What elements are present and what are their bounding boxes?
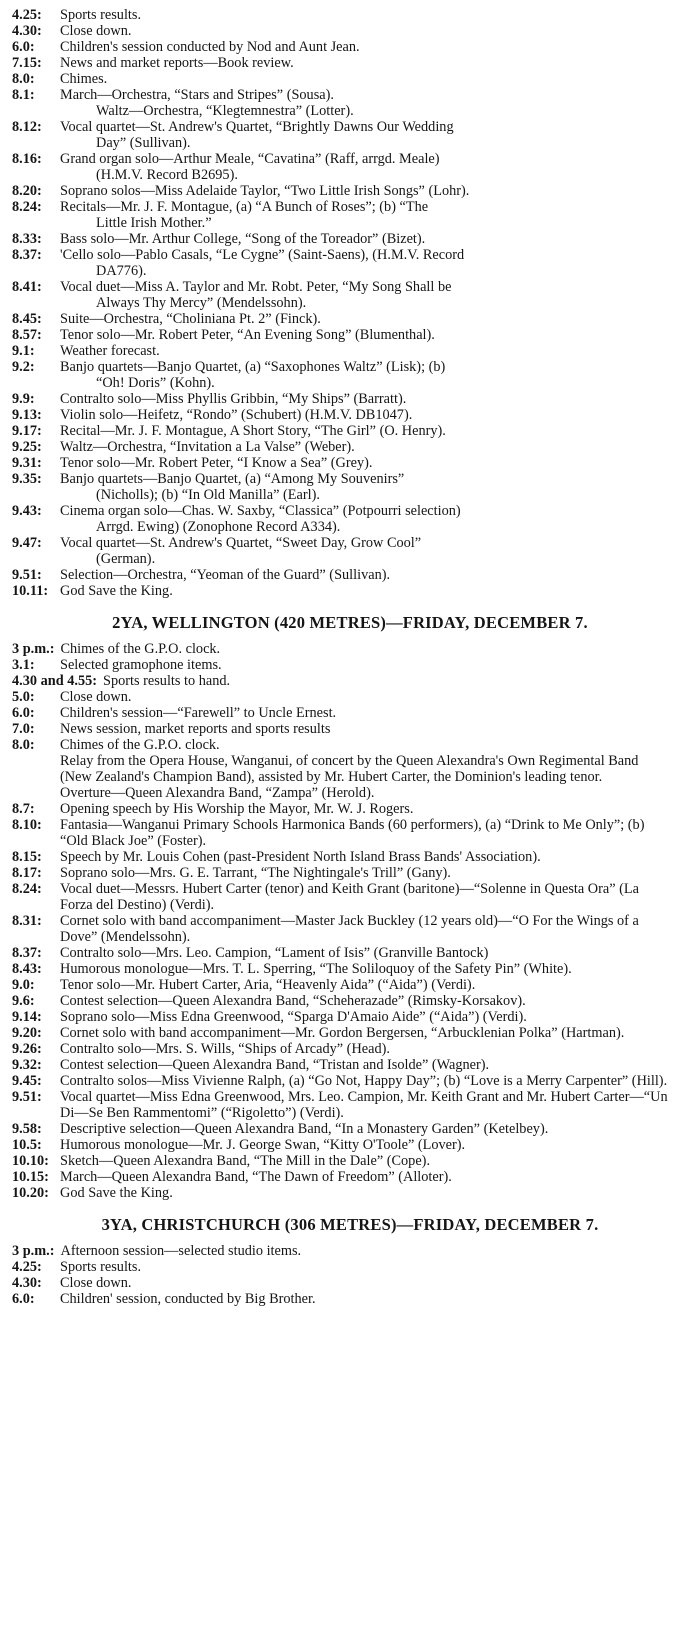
entry-time: 8.43: — [12, 961, 42, 977]
entry-description — [60, 657, 672, 673]
programme-entry — [0, 1169, 700, 1185]
programme-entry — [0, 535, 700, 567]
entry-description — [60, 183, 672, 199]
entry-line: (Nicholls); (b) “In Old Manilla” (Earl). — [96, 487, 320, 503]
entry-time: 8.0: — [12, 737, 35, 753]
entry-line: Contralto solo—Mrs. Leo. Campion, “Lament of Isis” (Granville Bantock) — [60, 945, 489, 961]
entry-description — [60, 423, 672, 439]
entry-description — [60, 1169, 672, 1185]
station-section — [0, 613, 700, 1201]
entry-description — [60, 39, 672, 55]
entry-line: News and market reports—Book review. — [60, 55, 294, 71]
entry-line: Day” (Sullivan). — [96, 135, 191, 151]
entry-line: God Save the King. — [60, 583, 173, 599]
programme-entry — [0, 1121, 700, 1137]
entry-description — [60, 1275, 672, 1291]
entry-line: Selected gramophone items. — [60, 657, 222, 673]
entry-time: 8.7: — [12, 801, 35, 817]
entry-time: 8.1: — [12, 87, 35, 103]
entry-time: 7.15: — [12, 55, 42, 71]
entry-line: Opening speech by His Worship the Mayor, Mr. W. J. Rogers. — [60, 801, 414, 817]
entry-line: Contralto solo—Mrs. S. Wills, “Ships of Arcady” (Head). — [60, 1041, 390, 1057]
entry-line: March—Queen Alexandra Band, “The Dawn of Freedom” (Alloter). — [60, 1169, 452, 1185]
entry-line: Contralto solo—Miss Phyllis Gribbin, “My Ships” (Barratt). — [60, 391, 407, 407]
entry-line: Waltz—Orchestra, “Klegtemnestra” (Lotter). — [96, 103, 354, 119]
programme-entry — [0, 641, 700, 657]
entry-time: 5.0: — [12, 689, 35, 705]
entry-line: Contest selection—Queen Alexandra Band, “Scheherazade” (Rimsky-Korsakov). — [60, 993, 526, 1009]
entry-line: Speech by Mr. Louis Cohen (past-President North Island Brass Bands' Association). — [60, 849, 541, 865]
entry-line: Relay from the Opera House, Wanganui, of concert by the Queen Alexandra's Own Regimental Band (New Zealand's Champion Band), assisted by Mr. Hubert Carter, the Dominion's leading tenor. — [60, 753, 639, 785]
entry-description — [60, 23, 672, 39]
programme-entry — [0, 801, 700, 817]
entry-time: 9.20: — [12, 1025, 42, 1041]
entry-line: Chimes of the G.P.O. clock. — [60, 737, 220, 753]
programme-entry — [0, 993, 700, 1009]
programme-entry — [0, 247, 700, 279]
entry-time: 9.14: — [12, 1009, 42, 1025]
entry-line: Always Thy Mercy” (Mendelssohn). — [96, 295, 307, 311]
programme-entry — [0, 1073, 700, 1089]
programme-entry — [0, 1291, 700, 1307]
entry-line: Afternoon session—selected studio items. — [60, 1243, 302, 1259]
entry-line: Sketch—Queen Alexandra Band, “The Mill in the Dale” (Cope). — [60, 1153, 431, 1169]
entry-time: 8.15: — [12, 849, 42, 865]
programme-entry — [0, 199, 700, 231]
entry-description — [61, 1243, 673, 1259]
entry-line: Tenor solo—Mr. Robert Peter, “I Know a Sea” (Grey). — [60, 455, 373, 471]
entry-time: 8.57: — [12, 327, 42, 343]
programme-entry — [0, 39, 700, 55]
entry-time: 8.12: — [12, 119, 42, 135]
entry-line: March—Orchestra, “Stars and Stripes” (Sousa). — [60, 87, 334, 103]
programme-entry — [0, 119, 700, 151]
entry-line: Chimes of the G.P.O. clock. — [60, 641, 221, 657]
entry-description — [60, 391, 672, 407]
entry-time: 9.17: — [12, 423, 42, 439]
entry-time: 8.37: — [12, 945, 42, 961]
entry-line: Violin solo—Heifetz, “Rondo” (Schubert) (H.M.V. DB1047). — [60, 407, 413, 423]
entry-line: Vocal duet—Miss A. Taylor and Mr. Robt. Peter, “My Song Shall be — [60, 279, 452, 295]
entry-description — [60, 1137, 672, 1153]
entry-time: 9.0: — [12, 977, 35, 993]
programme-entry — [0, 151, 700, 183]
entry-line: Close down. — [60, 1275, 132, 1291]
entry-line: Close down. — [60, 689, 132, 705]
entry-time: 6.0: — [12, 705, 35, 721]
programme-entry — [0, 1243, 700, 1259]
entry-description — [60, 849, 672, 865]
entry-description — [60, 1041, 672, 1057]
entry-line: Arrgd. Ewing) (Zonophone Record A334). — [96, 519, 341, 535]
programme-entry — [0, 1259, 700, 1275]
entry-time: 8.33: — [12, 231, 42, 247]
entry-line: Selection—Orchestra, “Yeoman of the Guard” (Sullivan). — [60, 567, 391, 583]
entry-line: Children' session, conducted by Big Brother. — [60, 1291, 316, 1307]
programme-entry — [0, 455, 700, 471]
entry-description — [60, 55, 672, 71]
programme-entry — [0, 673, 700, 689]
entry-line: Descriptive selection—Queen Alexandra Band, “In a Monastery Garden” (Ketelbey). — [60, 1121, 549, 1137]
entry-time: 8.0: — [12, 71, 35, 87]
programme-entry — [0, 407, 700, 423]
entry-time: 7.0: — [12, 721, 35, 737]
programme-entry — [0, 1153, 700, 1169]
entry-time: 10.5: — [12, 1137, 42, 1153]
entry-line: Overture—Queen Alexandra Band, “Zampa” (Herold). — [60, 785, 375, 801]
entry-description — [60, 1121, 672, 1137]
programme-entry — [0, 961, 700, 977]
programme-entry — [0, 1057, 700, 1073]
entry-line: Soprano solos—Miss Adelaide Taylor, “Two Little Irish Songs” (Lohr). — [60, 183, 470, 199]
programme-entry — [0, 583, 700, 599]
entry-line: DA776). — [96, 263, 147, 279]
entry-time: 9.58: — [12, 1121, 42, 1137]
entry-line: Little Irish Mother.” — [96, 215, 212, 231]
programme-entry — [0, 1041, 700, 1057]
programme-entry — [0, 881, 700, 913]
entry-line: Recital—Mr. J. F. Montague, A Short Story, “The Girl” (O. Henry). — [60, 423, 446, 439]
entry-line: Vocal duet—Messrs. Hubert Carter (tenor) and Keith Grant (baritone)—“Solenne in Questa Ora” (La Forza del Destino) (Verdi). — [60, 881, 639, 913]
station-section — [0, 7, 700, 599]
entry-line: Humorous monologue—Mrs. T. L. Sperring, “The Soliloquoy of the Safety Pin” (White). — [60, 961, 572, 977]
entry-description — [60, 993, 672, 1009]
entry-description — [103, 673, 672, 689]
entry-time: 9.31: — [12, 455, 42, 471]
programme-entry — [0, 359, 700, 391]
entry-time: 9.51: — [12, 567, 42, 583]
entry-description — [60, 913, 672, 945]
entry-time: 9.32: — [12, 1057, 42, 1073]
programme-entry — [0, 849, 700, 865]
entry-description — [60, 455, 672, 471]
entry-description — [60, 311, 672, 327]
entry-line: Suite—Orchestra, “Choliniana Pt. 2” (Finck). — [60, 311, 321, 327]
entry-time: 4.25: — [12, 7, 42, 23]
entry-line: Soprano solo—Miss Edna Greenwood, “Sparga D'Amaio Aide” (“Aida”) (Verdi). — [60, 1009, 527, 1025]
entry-time: 9.25: — [12, 439, 42, 455]
programme-entry — [0, 1089, 700, 1121]
entry-line: (German). — [96, 551, 156, 567]
programme-entry — [0, 1009, 700, 1025]
programme-entry — [0, 23, 700, 39]
entry-line: Vocal quartet—Miss Edna Greenwood, Mrs. Leo. Campion, Mr. Keith Grant and Mr. Hubert Carter—“Un Di—Se Ben Rammentomi” (“Rigoletto”) (Verdi). — [60, 1089, 668, 1121]
entry-description — [60, 945, 672, 961]
entry-time: 8.16: — [12, 151, 42, 167]
entry-description — [60, 961, 672, 977]
entry-time: 4.30: — [12, 1275, 42, 1291]
entry-description — [60, 583, 672, 599]
entry-description — [60, 151, 672, 183]
programme-entry — [0, 279, 700, 311]
entry-description — [60, 1259, 672, 1275]
entry-description — [60, 817, 672, 849]
entry-description — [60, 801, 672, 817]
programme-entry — [0, 657, 700, 673]
entry-time: 8.41: — [12, 279, 42, 295]
entry-time: 9.9: — [12, 391, 35, 407]
entry-time: 4.30 and 4.55: — [12, 673, 97, 689]
entry-description — [60, 721, 672, 737]
entry-description — [60, 199, 672, 231]
entry-description — [60, 737, 672, 801]
programme-entry — [0, 471, 700, 503]
entry-time: 9.1: — [12, 343, 35, 359]
entry-time: 8.37: — [12, 247, 42, 263]
entry-description — [60, 1057, 672, 1073]
programme-entry — [0, 913, 700, 945]
programme-entry — [0, 721, 700, 737]
entry-description — [60, 705, 672, 721]
entry-line: God Save the King. — [60, 1185, 173, 1201]
programme-entry — [0, 391, 700, 407]
entry-line: Soprano solo—Mrs. G. E. Tarrant, “The Nightingale's Trill” (Gany). — [60, 865, 451, 881]
programme-entry — [0, 71, 700, 87]
entry-line: Contralto solos—Miss Vivienne Ralph, (a) “Go Not, Happy Day”; (b) “Love is a Merry Carpenter” (Hill). — [60, 1073, 668, 1089]
programme-entry — [0, 503, 700, 535]
station-section — [0, 1215, 700, 1307]
entry-description — [60, 407, 672, 423]
entry-time: 3 p.m.: — [12, 1243, 55, 1259]
entry-description — [60, 1185, 672, 1201]
entry-time: 9.2: — [12, 359, 35, 375]
entry-line: Cinema organ solo—Chas. W. Saxby, “Classica” (Potpourri selection) — [60, 503, 461, 519]
entry-time: 8.10: — [12, 817, 42, 833]
entry-description — [60, 439, 672, 455]
entry-description — [60, 327, 672, 343]
programme-entry — [0, 7, 700, 23]
entry-description — [60, 7, 672, 23]
entry-description — [60, 343, 672, 359]
entry-line: Contest selection—Queen Alexandra Band, “Tristan and Isolde” (Wagner). — [60, 1057, 490, 1073]
entry-line: Sports results. — [60, 7, 142, 23]
entry-line: Children's session—“Farewell” to Uncle Ernest. — [60, 705, 337, 721]
programme-entry — [0, 55, 700, 71]
entry-line: Fantasia—Wanganui Primary Schools Harmonica Bands (60 performers), (a) “Drink to Me Only”; (b) “Old Black Joe” (Foster). — [60, 817, 645, 849]
programme-entry — [0, 87, 700, 119]
entry-description — [60, 87, 672, 119]
entry-line: Cornet solo with band accompaniment—Master Jack Buckley (12 years old)—“O For the Wings of a Dove” (Mendelssohn). — [60, 913, 639, 945]
entry-time: 3.1: — [12, 657, 35, 673]
entry-time: 3 p.m.: — [12, 641, 55, 657]
entry-time: 8.24: — [12, 881, 42, 897]
entry-line: Recitals—Mr. J. F. Montague, (a) “A Bunch of Roses”; (b) “The — [60, 199, 429, 215]
entry-time: 9.6: — [12, 993, 35, 1009]
entry-description — [60, 881, 672, 913]
entry-time: 9.47: — [12, 535, 42, 551]
programme-entry — [0, 865, 700, 881]
programme-entry — [0, 231, 700, 247]
entry-description — [60, 1009, 672, 1025]
programme-entry — [0, 311, 700, 327]
entry-time: 10.10: — [12, 1153, 49, 1169]
programme-entry — [0, 567, 700, 583]
station-heading: 3YA, CHRISTCHURCH (306 METRES)—FRIDAY, DECEMBER 7. — [101, 1215, 599, 1234]
entry-time: 8.45: — [12, 311, 42, 327]
entry-line: Humorous monologue—Mr. J. George Swan, “Kitty O'Toole” (Lover). — [60, 1137, 466, 1153]
entry-line: Tenor solo—Mr. Robert Peter, “An Evening Song” (Blumenthal). — [60, 327, 435, 343]
entry-line: “Oh! Doris” (Kohn). — [96, 375, 215, 391]
entry-description — [60, 865, 672, 881]
entry-description — [60, 1025, 672, 1041]
entry-time: 8.24: — [12, 199, 42, 215]
entry-line: Children's session conducted by Nod and Aunt Jean. — [60, 39, 360, 55]
entry-time: 10.20: — [12, 1185, 49, 1201]
entry-line: News session, market reports and sports results — [60, 721, 331, 737]
station-heading: 2YA, WELLINGTON (420 METRES)—FRIDAY, DECEMBER 7. — [112, 613, 588, 632]
entry-description — [60, 1089, 672, 1121]
programme-entry — [0, 737, 700, 801]
entry-line: Close down. — [60, 23, 132, 39]
programme-entry — [0, 705, 700, 721]
entry-description — [60, 1291, 672, 1307]
entry-time: 9.43: — [12, 503, 42, 519]
entry-time: 8.17: — [12, 865, 42, 881]
entry-time: 9.13: — [12, 407, 42, 423]
entry-time: 4.25: — [12, 1259, 42, 1275]
programme-entry — [0, 423, 700, 439]
entry-description — [60, 567, 672, 583]
entry-line: Weather forecast. — [60, 343, 160, 359]
entry-line: Vocal quartet—St. Andrew's Quartet, “Brightly Dawns Our Wedding — [60, 119, 454, 135]
entry-description — [60, 503, 672, 535]
entry-time: 9.45: — [12, 1073, 42, 1089]
entry-line: Chimes. — [60, 71, 108, 87]
entry-time: 9.26: — [12, 1041, 42, 1057]
entry-description — [60, 119, 672, 151]
programme-entry — [0, 183, 700, 199]
entry-time: 4.30: — [12, 23, 42, 39]
programme-entry — [0, 1185, 700, 1201]
programme-entry — [0, 1275, 700, 1291]
entry-time: 9.51: — [12, 1089, 42, 1105]
entry-line: Banjo quartets—Banjo Quartet, (a) “Saxophones Waltz” (Lisk); (b) — [60, 359, 446, 375]
entry-description — [60, 1153, 672, 1169]
entry-description — [60, 535, 672, 567]
entry-time: 10.11: — [12, 583, 49, 599]
entry-line: Waltz—Orchestra, “Invitation a La Valse” (Weber). — [60, 439, 355, 455]
entry-line: Cornet solo with band accompaniment—Mr. Gordon Bergersen, “Arbucklenian Polka” (Hartman). — [60, 1025, 625, 1041]
entry-description — [60, 279, 672, 311]
programme-entry — [0, 327, 700, 343]
entry-description — [60, 977, 672, 993]
entry-time: 8.31: — [12, 913, 42, 929]
entry-description — [61, 641, 673, 657]
entry-description — [60, 231, 672, 247]
entry-time: 9.35: — [12, 471, 42, 487]
entry-line: Sports results. — [60, 1259, 142, 1275]
programme-entry — [0, 689, 700, 705]
entry-description — [60, 689, 672, 705]
programme-entry — [0, 945, 700, 961]
entry-time: 8.20: — [12, 183, 42, 199]
programme-entry — [0, 1137, 700, 1153]
entry-line: Sports results to hand. — [103, 673, 231, 689]
entry-line: Tenor solo—Mr. Hubert Carter, Aria, “Heavenly Aida” (“Aida”) (Verdi). — [60, 977, 476, 993]
entry-description — [60, 471, 672, 503]
entry-description — [60, 359, 672, 391]
programme-entry — [0, 1025, 700, 1041]
programme-entry — [0, 817, 700, 849]
programme-entry — [0, 343, 700, 359]
programme-entry — [0, 439, 700, 455]
programme-entry — [0, 977, 700, 993]
entry-line: Grand organ solo—Arthur Meale, “Cavatina” (Raff, arrgd. Meale) — [60, 151, 440, 167]
entry-time: 10.15: — [12, 1169, 49, 1185]
entry-line: Banjo quartets—Banjo Quartet, (a) “Among My Souvenirs” — [60, 471, 405, 487]
entry-description — [60, 71, 672, 87]
entry-time: 6.0: — [12, 39, 35, 55]
entry-description — [60, 1073, 672, 1089]
entry-description — [60, 247, 672, 279]
entry-line: Vocal quartet—St. Andrew's Quartet, “Sweet Day, Grow Cool” — [60, 535, 422, 551]
entry-line: Bass solo—Mr. Arthur College, “Song of the Toreador” (Bizet). — [60, 231, 426, 247]
entry-line: (H.M.V. Record B2695). — [96, 167, 238, 183]
entry-time: 6.0: — [12, 1291, 35, 1307]
entry-line: 'Cello solo—Pablo Casals, “Le Cygne” (Saint-Saens), (H.M.V. Record — [60, 247, 465, 263]
